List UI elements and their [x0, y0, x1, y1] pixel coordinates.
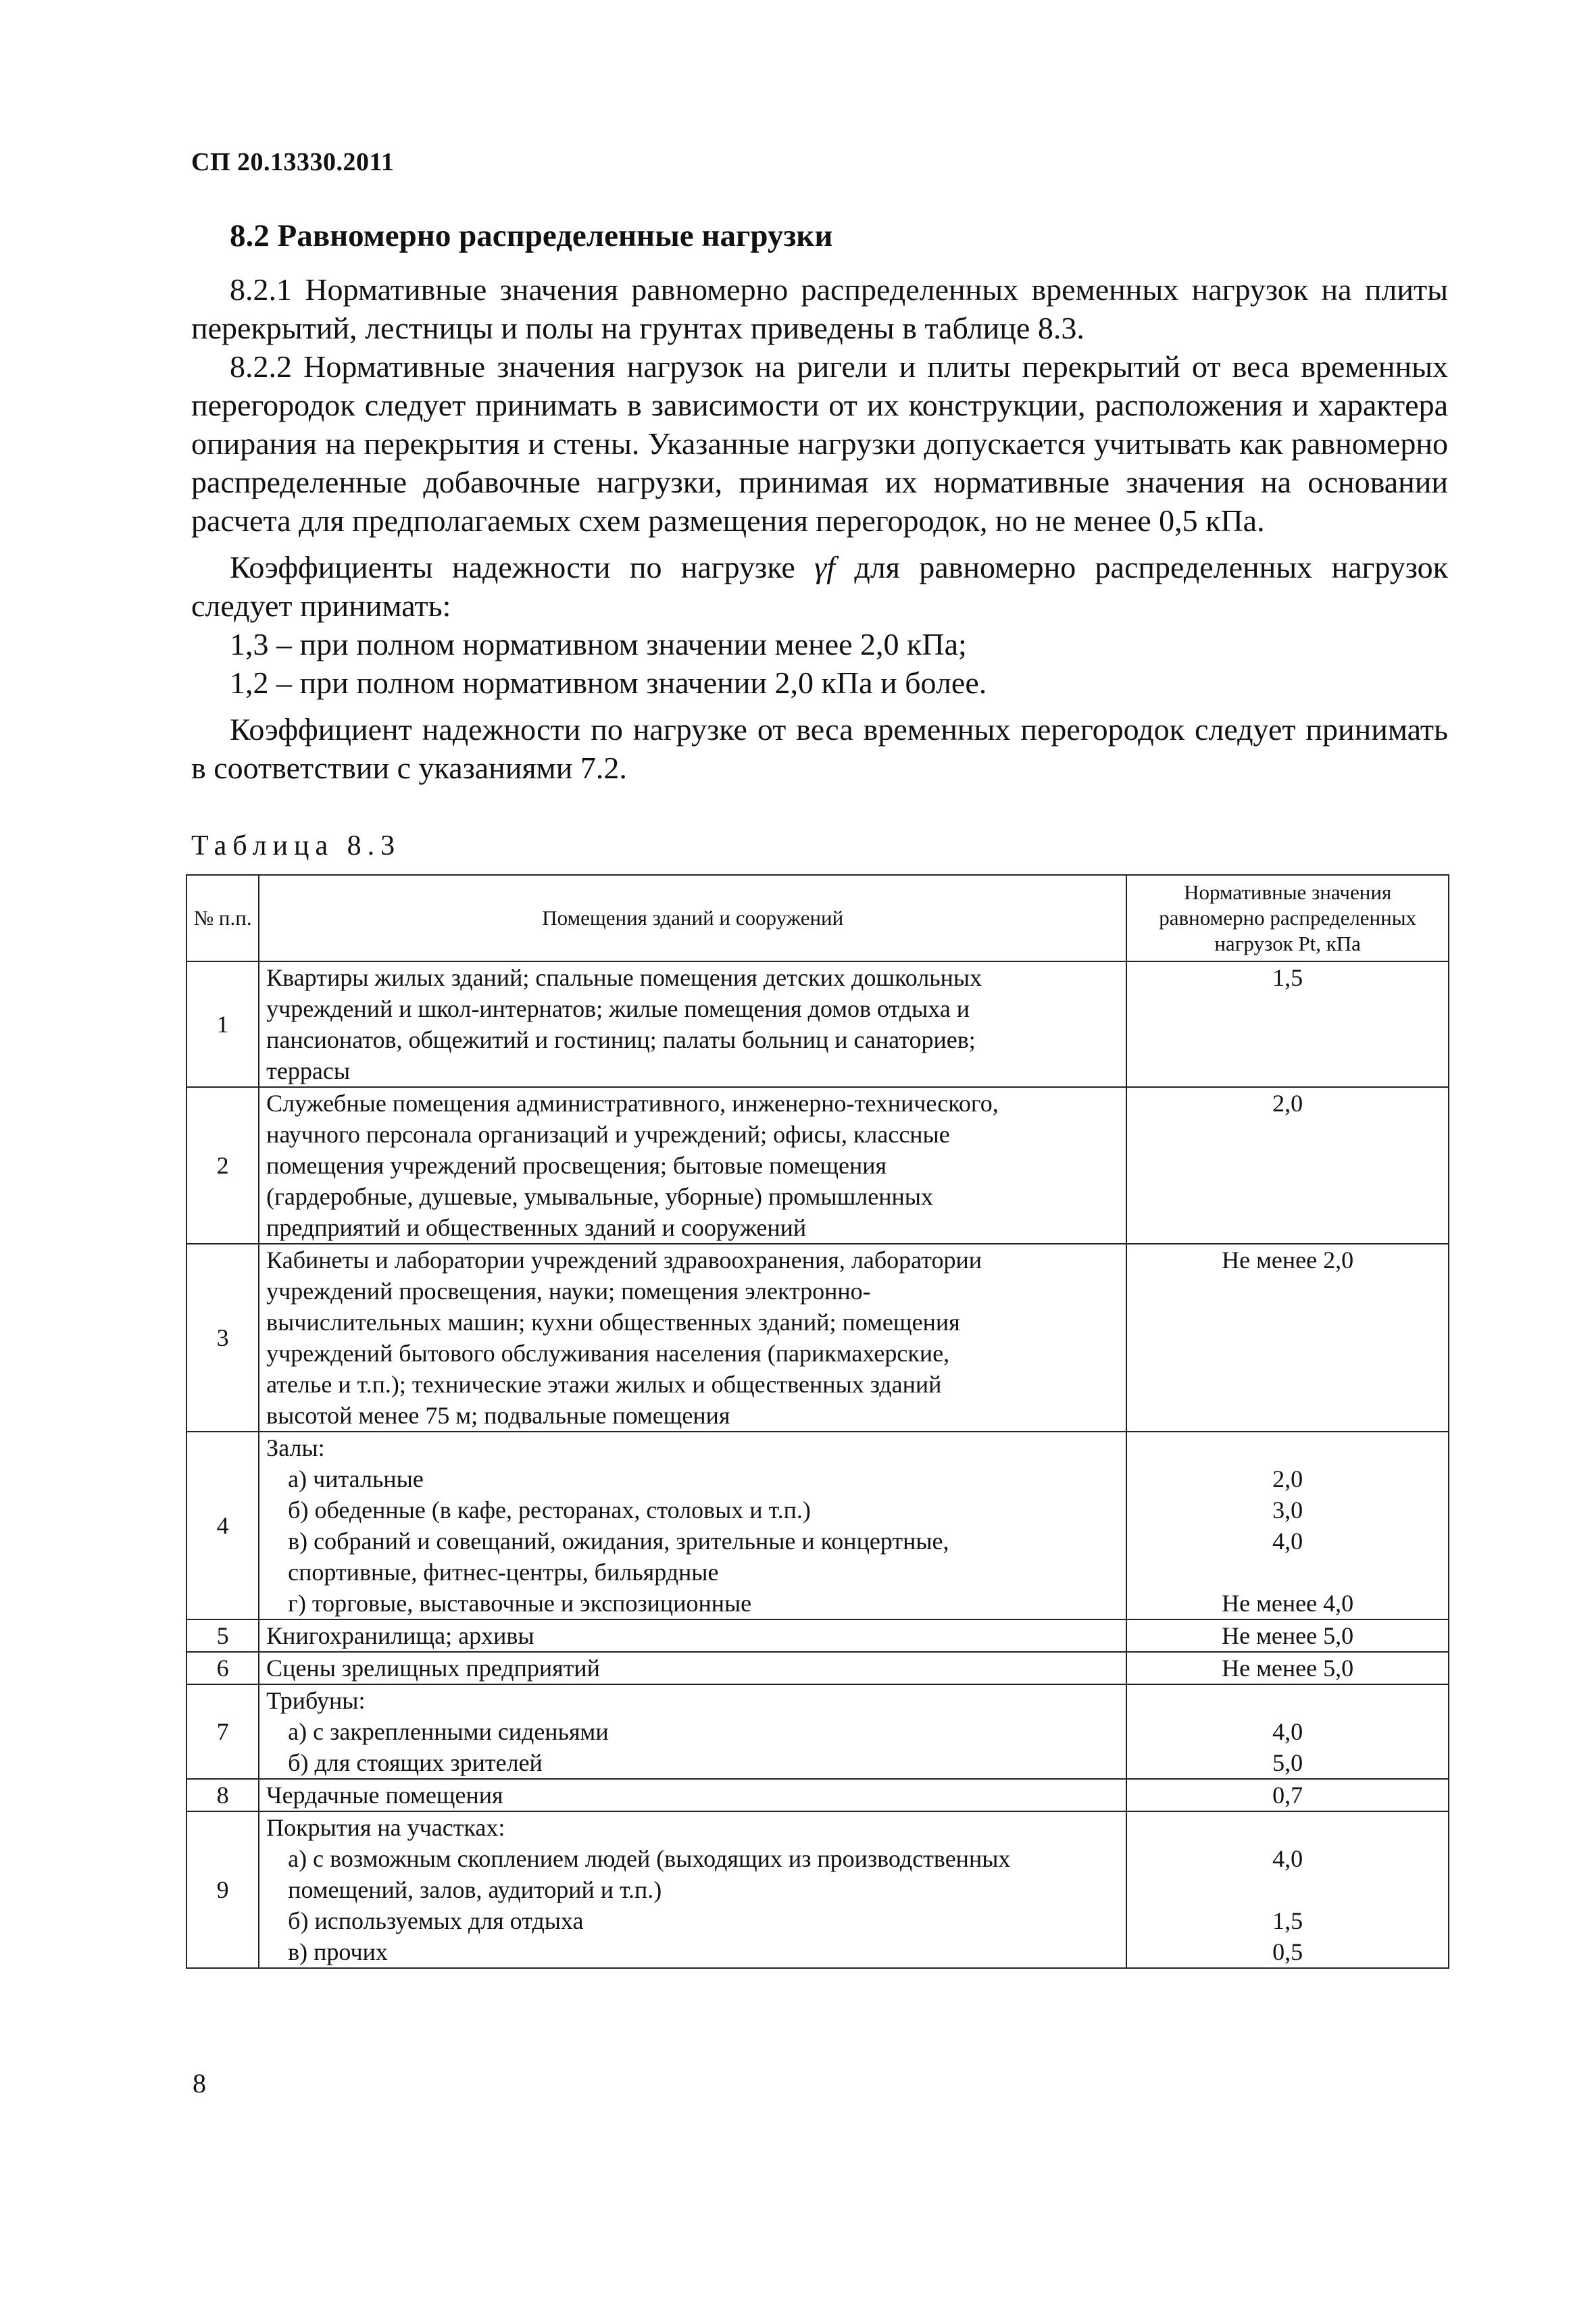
table-row: [186, 1619, 1449, 1652]
row-number: 4: [186, 1432, 259, 1619]
table-caption: Таблица 8.3: [191, 830, 401, 861]
row-number: 1: [186, 961, 259, 1087]
row-number: 2: [186, 1087, 259, 1244]
value-text: [1134, 1432, 1441, 1463]
sub-item-line: в) собраний и совещаний, ожидания, зрительные и концертные,: [288, 1528, 949, 1555]
room-text-line: Кабинеты и лаборатории учреждений здравоохранения, лаборатории: [266, 1247, 982, 1274]
table-row: [186, 1779, 1449, 1811]
header-rooms: Помещения зданий и сооружений: [259, 875, 1126, 961]
value-text: Не менее 5,0: [1222, 1622, 1354, 1649]
room-description: [259, 961, 1126, 1087]
load-value: [1126, 1619, 1449, 1652]
sub-item-line: спортивные, фитнес-центры, бильярдные: [288, 1559, 719, 1586]
room-text-line: Квартиры жилых зданий; спальные помещения детских дошкольных: [266, 964, 982, 991]
value-text: 2,0: [1272, 1465, 1303, 1492]
value-text: Не менее 4,0: [1222, 1590, 1354, 1617]
value-text: 0,7: [1272, 1782, 1303, 1809]
load-value: [1126, 1684, 1449, 1779]
value-text: 4,0: [1272, 1528, 1303, 1555]
value-text: [1134, 1812, 1441, 1843]
paragraph-reliability-coefficients: [191, 548, 1448, 625]
load-value: [1126, 1811, 1449, 1968]
paragraph-partitions-coefficient: Коэффициент надежности по нагрузке от веса временных перегородок следует принимать в соответствии с указаниями 7.2.: [191, 712, 1448, 785]
room-description: [259, 1684, 1126, 1779]
coefficient-1-2-item: 1,2 – при полном нормативном значении 2,0 кПа и более.: [230, 665, 987, 700]
value-text: Не менее 2,0: [1222, 1247, 1354, 1274]
sub-item-line: помещений, залов, аудиторий и т.п.): [288, 1876, 662, 1903]
table-body: [186, 961, 1449, 1968]
room-text-line: высотой менее 75 м; подвальные помещения: [266, 1402, 730, 1429]
room-text-line: (гардеробные, душевые, умывальные, уборные) промышленных: [266, 1183, 933, 1210]
section-heading: 8.2 Равномерно распределенные нагрузки: [230, 218, 833, 253]
load-value: [1126, 1432, 1449, 1619]
sub-item-line: а) с закрепленными сиденьями: [288, 1718, 609, 1745]
row-number: 3: [186, 1244, 259, 1432]
room-description: [259, 1652, 1126, 1684]
value-text: [1134, 1874, 1441, 1905]
value-text: [1134, 1557, 1441, 1588]
row-number: 8: [186, 1779, 259, 1811]
value-text: 1,5: [1272, 1907, 1303, 1934]
header-values: Нормативные значения равномерно распределенных нагрузок Pt, кПа: [1126, 875, 1449, 961]
room-text-line: научного персонала организаций и учреждений; офисы, классные: [266, 1121, 950, 1148]
table-row: [186, 1087, 1449, 1244]
room-description: [259, 1811, 1126, 1968]
loads-table: [186, 874, 1449, 1969]
gamma-f-symbol: γf: [814, 550, 836, 584]
paragraph-text-before: Коэффициенты надежности по нагрузке: [230, 550, 815, 584]
table-row: [186, 1244, 1449, 1432]
group-title: Трибуны:: [266, 1687, 366, 1714]
value-text: 5,0: [1272, 1749, 1303, 1776]
sub-item-line: б) используемых для отдыха: [288, 1907, 584, 1934]
room-text-line: учреждений и школ-интернатов; жилые помещения домов отдыха и: [266, 995, 970, 1022]
table-row: [186, 1652, 1449, 1684]
room-text-line: Сцены зрелищных предприятий: [266, 1655, 600, 1682]
load-value: [1126, 1652, 1449, 1684]
value-text: 4,0: [1272, 1718, 1303, 1745]
paragraph-8-2-1: 8.2.1 Нормативные значения равномерно распределенных временных нагрузок на плиты перекрытий, лестницы и полы на грунтах приведены в таблице 8.3.: [191, 272, 1448, 345]
room-description: [259, 1087, 1126, 1244]
load-value: [1126, 961, 1449, 1087]
group-title: Покрытия на участках:: [266, 1814, 505, 1841]
room-text-line: Книгохранилища; архивы: [266, 1622, 534, 1649]
page-number: 8: [193, 2068, 206, 2098]
table-row: [186, 1811, 1449, 1968]
paragraph-8-2-2: 8.2.2 Нормативные значения нагрузок на ригели и плиты перекрытий от веса временных перегородок следует принимать в зависимости от их конструкции, расположения и характера опирания на перекрытия и стены. Указанные нагрузки допускается учитывать как равномерно распределенные добавочные нагрузки, принимая их нормативные значения на основании расчета для предполагаемых схем размещения перегородок, но не менее 0,5 кПа.: [191, 349, 1448, 538]
room-text-line: вычислительных машин; кухни общественных зданий; помещения: [266, 1309, 960, 1336]
room-description: [259, 1244, 1126, 1432]
value-text: 3,0: [1272, 1496, 1303, 1524]
sub-item-line: б) обеденные (в кафе, ресторанах, столовых и т.п.): [288, 1496, 811, 1524]
value-text: 1,5: [1272, 964, 1303, 991]
room-text-line: учреждений бытового обслуживания населения (парикмахерские,: [266, 1340, 950, 1367]
sub-item-line: г) торговые, выставочные и экспозиционные: [288, 1590, 752, 1617]
room-description: [259, 1432, 1126, 1619]
room-description: [259, 1779, 1126, 1811]
room-text-line: предприятий и общественных зданий и сооружений: [266, 1214, 807, 1241]
row-number: 9: [186, 1811, 259, 1968]
room-text-line: террасы: [266, 1057, 351, 1084]
header-number: № п.п.: [186, 875, 259, 961]
table-row: [186, 1684, 1449, 1779]
sub-item-line: б) для стоящих зрителей: [288, 1749, 543, 1776]
room-description: [259, 1619, 1126, 1652]
load-value: [1126, 1779, 1449, 1811]
load-value: [1126, 1244, 1449, 1432]
value-text: [1134, 1685, 1441, 1716]
document-code: СП 20.13330.2011: [191, 148, 395, 176]
value-text: Не менее 5,0: [1222, 1655, 1354, 1682]
value-text: 4,0: [1272, 1845, 1303, 1872]
room-text-line: учреждений просвещения, науки; помещения электронно-: [266, 1278, 871, 1305]
value-text: 0,5: [1272, 1938, 1303, 1965]
sub-item-line: в) прочих: [288, 1938, 388, 1965]
paragraph-text-after: для равномерно распределенных нагрузок следует принимать:: [191, 550, 1448, 623]
room-text-line: пансионатов, общежитий и гостиниц; палаты больниц и санаториев;: [266, 1026, 976, 1053]
row-number: 6: [186, 1652, 259, 1684]
row-number: 5: [186, 1619, 259, 1652]
section-body: [191, 270, 1448, 787]
sub-item-line: а) читальные: [288, 1465, 424, 1492]
row-number: 7: [186, 1684, 259, 1779]
group-title: Залы:: [266, 1434, 325, 1461]
value-text: 2,0: [1272, 1090, 1303, 1117]
room-text-line: Чердачные помещения: [266, 1782, 503, 1809]
table-header-row: [186, 875, 1449, 961]
table-row: [186, 961, 1449, 1087]
table-row: [186, 1432, 1449, 1619]
coefficient-1-3-item: 1,3 – при полном нормативном значении менее 2,0 кПа;: [230, 627, 967, 661]
sub-item-line: а) с возможным скоплением людей (выходящих из производственных: [288, 1845, 1011, 1872]
load-value: [1126, 1087, 1449, 1244]
room-text-line: Служебные помещения административного, инженерно-технического,: [266, 1090, 999, 1117]
room-text-line: помещения учреждений просвещения; бытовые помещения: [266, 1152, 887, 1179]
room-text-line: ателье и т.п.); технические этажи жилых и общественных зданий: [266, 1371, 942, 1398]
